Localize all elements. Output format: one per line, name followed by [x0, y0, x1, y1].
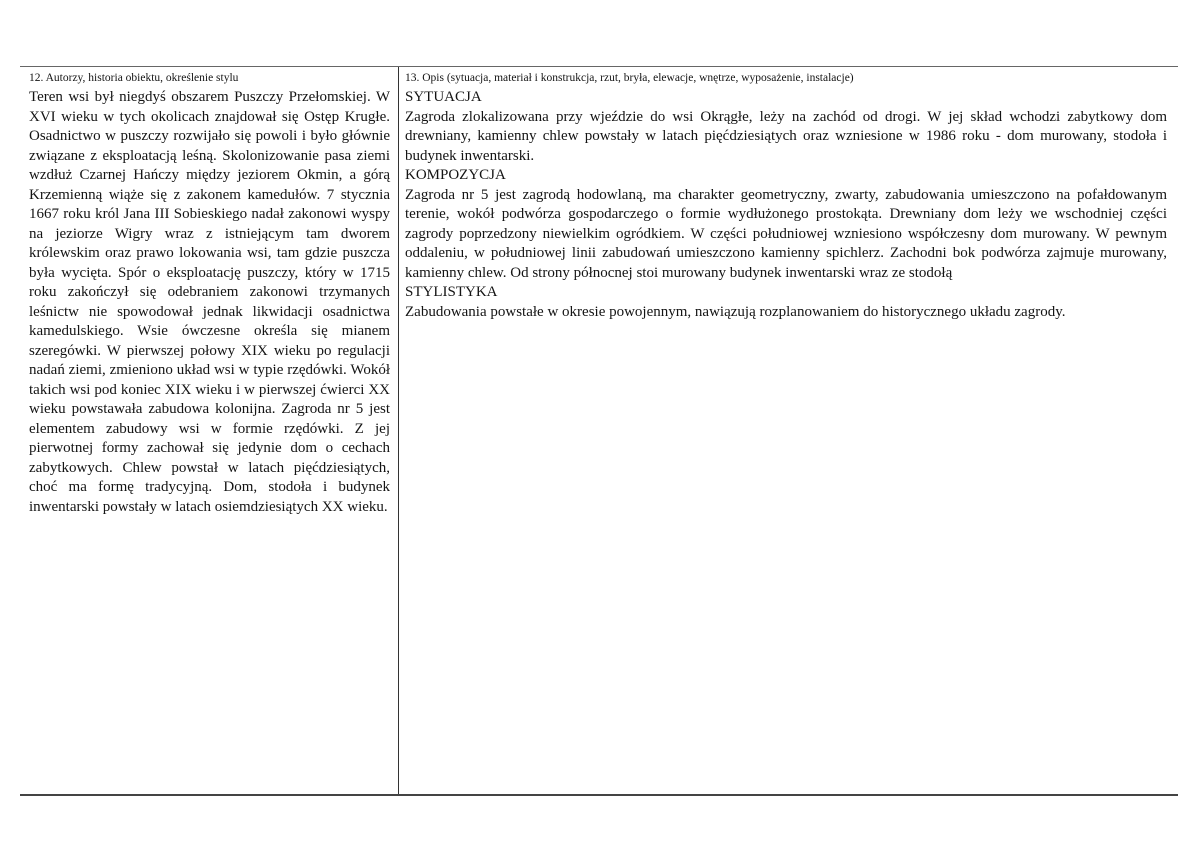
kompozycja-body: Zagroda nr 5 jest zagrodą hodowlaną, ma charakter geometryczny, zwarty, zabudowania umieszczono na pofałdowanym terenie, wokół podwórza gospodarczego o formie wydłużonego prostokąta. Drewniany dom leży we wschodniej części zagrody poprzedzony niewielkim ogródkiem. W części południowej wzniesiono współczesny dom murowany. W pewnym oddaleniu, w południowej linii zabudowań umieszczono kamienny spichlerz. Zachodni bok podwórza zajmuje murowany, kamienny chlew. Od strony północnej stoi murowany budynek inwentarski wraz ze stodołą — [405, 186, 1167, 281]
section-12-header: 12. Autorzy, historia obiektu, określenie stylu — [29, 72, 239, 84]
section-13-header: 13. Opis (sytuacja, materiał i konstrukcja, rzut, bryła, elewacje, wnętrze, wyposażenie, instalacje) — [405, 72, 854, 84]
section-13-description — [405, 70, 1167, 322]
section-12-history — [29, 70, 390, 517]
sytuacja-heading: SYTUACJA — [405, 89, 482, 105]
column-divider — [398, 67, 399, 794]
section-12-body: Teren wsi był niegdyś obszarem Puszczy Przełomskiej. W XVI wieku w tych okolicach znajdował się Ostęp Krugłe. Osadnictwo w puszczy rozwijało się powoli i było głównie związane z eksploatacją leśną. Skolonizowanie pasa ziemi wzdłuż Czarnej Hańczy między jeziorem Okmin, a górą Krzemienną wiąże się z zakonem kamedułów. 7 stycznia 1667 roku król Jana III Sobieskiego nadał zakonowi wyspy na jeziorze Wigry wraz z istniejącym tam dworem królewskim oraz prawo lokowania wsi, tam gdzie puszcza była wycięta. Spór o eksploatację puszczy, który w 1715 roku zakończył się odebraniem zakonowi trzymanych leśnictw nie spowodował jednak likwidacji osadnictwa kamedulskiego. Wsie ówczesne określa się mianem szeregówki. W pierwszej połowy XIX wieku po regulacji nadań ziemi, zmieniono układ wsi w typie rzędówki. Wokół takich wsi pod koniec XIX wieku i w pierwszej ćwierci XX wieku powstawała zabudowa kolonijna. Zagroda nr 5 jest elementem zabudowy wsi w formie rzędówki. Z jej pierwotnej formy zachował się jedynie dom o cechach zabytkowych. Chlew powstał w latach pięćdziesiątych, choć ma formę tradycyjną. Dom, stodoła i budynek inwentarski powstały w latach osiemdziesiątych XX wieku. — [29, 89, 390, 515]
sytuacja-body: Zagroda zlokalizowana przy wjeździe do wsi Okrągłe, leży na zachód od drogi. W jej skład wchodzi zabytkowy dom drewniany, kamienny chlew powstały w latach pięćdziesiątych oraz wzniesione w 1986 roku - dom murowany, stodoła i budynek inwentarski. — [405, 108, 1167, 164]
bottom-rule — [20, 794, 1178, 796]
stylistyka-heading: STYLISTYKA — [405, 284, 498, 300]
top-rule — [20, 66, 1178, 67]
stylistyka-body: Zabudowania powstałe w okresie powojennym, nawiązują rozplanowaniem do historycznego układu zagrody. — [405, 303, 1066, 320]
kompozycja-heading: KOMPOZYCJA — [405, 167, 506, 183]
